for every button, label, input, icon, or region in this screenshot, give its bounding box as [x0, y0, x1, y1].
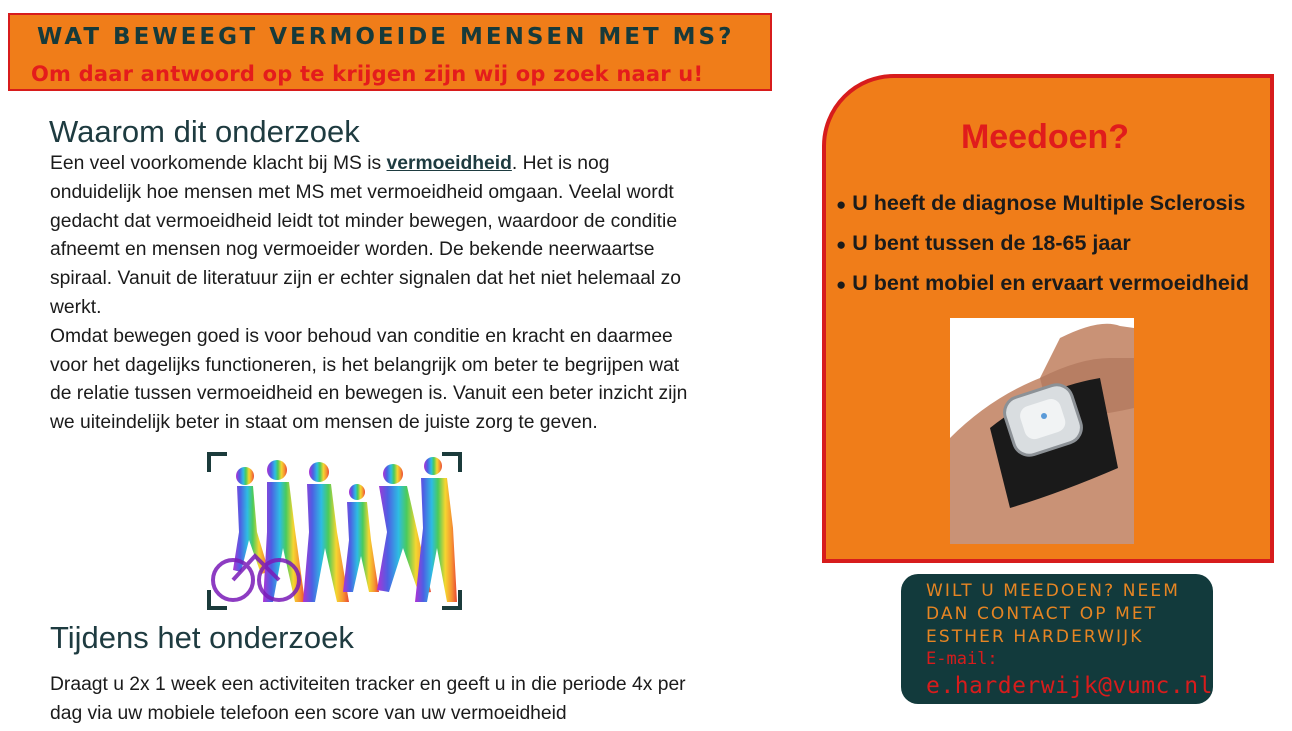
contact-box	[901, 574, 1213, 704]
emphasis-vermoeidheid: vermoeidheid	[386, 153, 512, 174]
criteria-item: ● U heeft de diagnose Multiple Sclerosis	[836, 188, 1249, 228]
activity-tracker-wrist-image	[950, 318, 1134, 544]
contact-text-line-1: WILT U MEEDOEN? NEEM	[926, 581, 1180, 601]
banner-subtitle: Om daar antwoord op te krijgen zijn wij op zoek naar u!	[31, 62, 704, 86]
p1-text-before: Een veel voorkomende klacht bij MS is	[50, 153, 387, 174]
contact-text-line-3: ESTHER HARDERWIJK	[926, 627, 1144, 647]
criteria-list	[836, 188, 1249, 308]
criteria-item: ● U bent mobiel en ervaart vermoeidheid	[836, 268, 1249, 308]
criteria-item: ● U bent tussen de 18-65 jaar	[836, 228, 1249, 268]
header-banner	[8, 13, 772, 91]
p1-text-after: . Het is nog onduidelijk hoe mensen met MS met vermoeidheid omgaan. Veelal wordt gedacht dat vermoeidheid leidt tot minder bewegen, waardoor de conditie afneemt en mensen nog vermoeider worden. De bekende neerwaartse spiraal. Vanuit de literatuur zijn er echter signalen dat het niet helemaal zo werkt.	[50, 153, 681, 318]
contact-text-line-2: DAN CONTACT OP MET	[926, 604, 1158, 624]
card-title: Meedoen?	[960, 118, 1130, 156]
paragraph-2: Omdat bewegen goed is voor behoud van conditie en kracht en daarmee voor het dagelijks functioneren, is het belangrijk om beter te begrijpen wat de relatie tussen vermoeidheid en bewegen is. Vanuit een beter inzicht zijn we uiteindelijk beter in staat om mensen de juiste zorg te geven.	[50, 325, 688, 434]
paragraph-1	[50, 150, 690, 323]
section-heading-during: Tijdens het onderzoek	[50, 620, 354, 655]
section-body-why	[50, 150, 690, 438]
movement-silhouettes-image	[207, 452, 462, 610]
section-heading-why: Waarom dit onderzoek	[49, 114, 360, 149]
participate-card	[822, 74, 1274, 563]
email-address-link[interactable]: e.harderwijk@vumc.nl	[926, 673, 1213, 699]
email-label: E-mail:	[926, 649, 998, 669]
banner-title: WAT BEWEEGT VERMOEIDE MENSEN MET MS?	[37, 24, 735, 50]
section-body-during: Draagt u 2x 1 week een activiteiten tracker en geeft u in die periode 4x per dag via uw mobiele telefoon een score van uw vermoeidheid	[50, 674, 686, 724]
